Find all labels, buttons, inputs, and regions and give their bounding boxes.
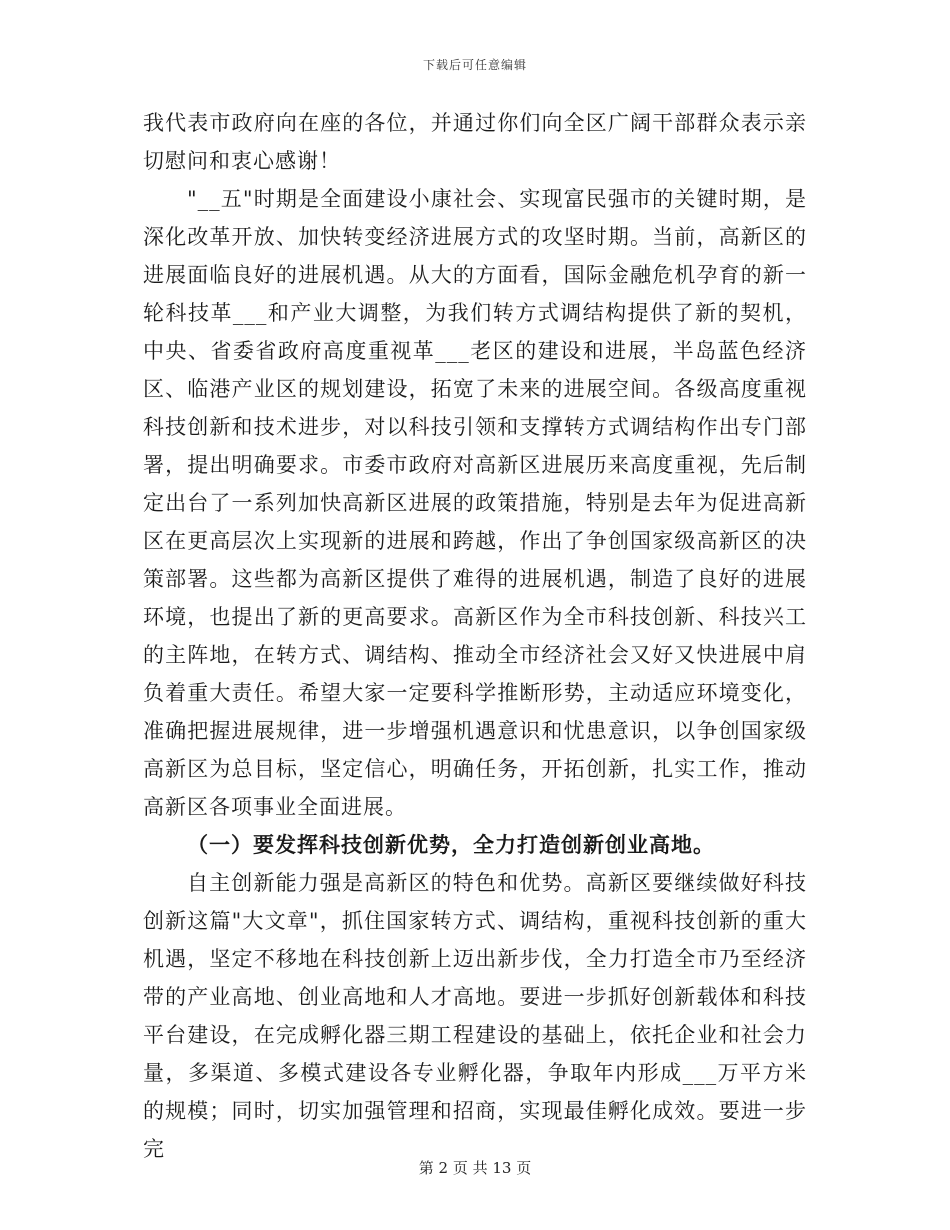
paragraph-opportunity: "__五"时期是全面建设小康社会、实现富民强市的关键时期，是深化改革开放、加快转变经济进展方式的攻坚时期。当前，高新区的进展面临良好的进展机遇。从大的方面看，国际金融危机孕育的新一轮科技革___和产业大调整，为我们转方式调结构提供了新的契机，中央、省委省政府高度重视革___老区的建设和进展，半岛蓝色经济区、临港产业区的规划建设，拓宽了未来的进展空间。各级高度重视科技创新和技术进步，对以科技引领和支撑转方式调结构作出专门部署，提出明确要求。市委市政府对高新区进展历来高度重视，先后制定出台了一系列加快高新区进展的政策措施，特别是去年为促进高新区在更高层次上实现新的进展和跨越，作出了争创国家级高新区的决策部署。这些都为高新区提供了难得的进展机遇，制造了良好的进展环境，也提出了新的更高要求。高新区作为全市科技创新、科技兴工的主阵地，在转方式、调结构、推动全市经济社会又好又快进展中肩负着重大责任。希望大家一定要科学推断形势，主动适应环境变化，准确把握进展规律，进一步增强机遇意识和忧患意识，以争创国家级高新区为总目标，坚定信心，明确任务，开拓创新，扎实工作，推动高新区各项事业全面进展。 — [143, 187, 807, 819]
page-header-note: 下载后可任意编辑 — [422, 58, 527, 72]
paragraph-innovation: 自主创新能力强是高新区的特色和优势。高新区要继续做好科技创新这篇"大文章"，抓住国家转方式、调结构，重视科技创新的重大机遇，坚定不移地在科技创新上迈出新步伐，全力打造全市乃至经济带的产业高地、创业高地和人才高地。要进一步抓好创新载体和科技平台建设，在完成孵化器三期工程建设的基础上，依托企业和社会力量，多渠道、多模式建设各专业孵化器，争取年内形成___万平方米的规模；同时，切实加强管理和招商，实现最佳孵化成效。要进一步完 — [143, 871, 807, 1161]
document-body — [143, 104, 807, 1168]
paragraph-greeting: 我代表市政府向在座的各位，并通过你们向全区广阔干部群众表示亲切慰问和衷心感谢！ — [143, 111, 807, 173]
section-heading-innovation: （一）要发挥科技创新优势，全力打造创新创业高地。 — [187, 832, 715, 857]
page-number: 第 2 页 共 13 页 — [418, 1159, 532, 1177]
